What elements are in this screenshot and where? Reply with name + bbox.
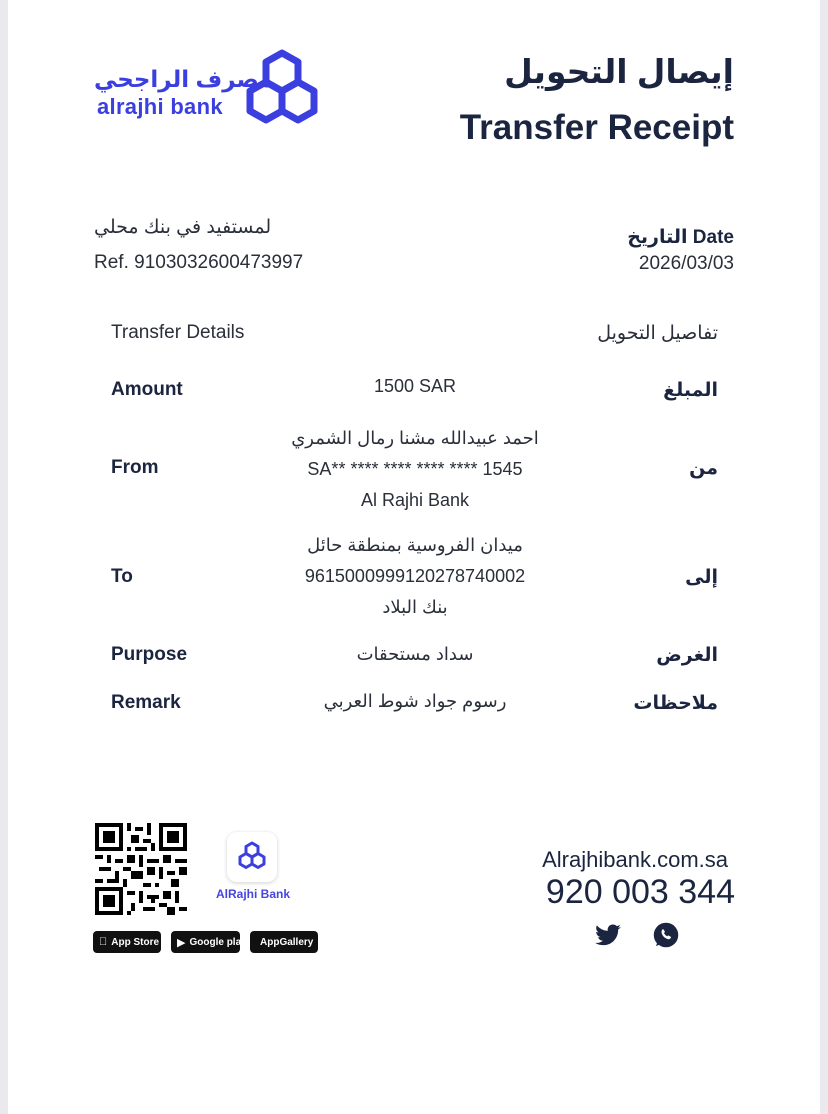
app-gallery-badge[interactable] <box>250 931 318 953</box>
bank-name-english: alrajhi bank <box>97 94 223 119</box>
remark-value <box>260 686 570 717</box>
page-left-edge <box>0 0 8 1114</box>
app-icon[interactable] <box>227 832 277 882</box>
qr-code[interactable] <box>95 823 187 915</box>
remark-value-text: رسوم جواد شوط العربي <box>323 691 507 711</box>
recipient-account: 9615000999120278740002 <box>304 566 526 586</box>
date-label: التاريخ Date <box>627 227 734 248</box>
amount-label-arabic: المبلغ <box>663 380 718 401</box>
purpose-value-text: سداد مستحقات <box>356 644 474 664</box>
app-store-badge[interactable] <box>93 931 161 953</box>
amount-value-text: 1500 SAR <box>373 376 457 396</box>
app-name: AlRajhi Bank <box>215 887 290 901</box>
transfer-details-heading-arabic: تفاصيل التحويل <box>597 323 718 344</box>
to-value <box>260 530 570 623</box>
receipt-title-arabic: إيصال التحويل <box>504 53 734 90</box>
app-gallery-label: AppGallery <box>260 936 314 948</box>
from-label-arabic: من <box>689 458 718 479</box>
sender-bank: Al Rajhi Bank <box>360 490 470 510</box>
alrajhi-logo-icon <box>236 48 328 132</box>
reference-number: Ref. 9103032600473997 <box>94 252 304 273</box>
recipient-name: ميدان الفروسية بمنطقة حائل <box>307 535 523 555</box>
to-label-arabic: إلى <box>685 567 718 588</box>
from-label-english: From <box>111 457 159 478</box>
page-right-edge <box>820 0 828 1114</box>
amount-value <box>260 371 570 402</box>
phone-number[interactable]: 920 003 344 <box>545 873 735 911</box>
recipient-bank: بنك البلاد <box>382 597 448 617</box>
date-value: 2026/03/03 <box>638 253 734 274</box>
remark-label-english: Remark <box>111 692 181 713</box>
google-play-badge[interactable] <box>171 931 247 953</box>
google-play-icon: ▶ <box>177 936 186 949</box>
google-play-label: Google play <box>189 936 247 948</box>
alrajhi-app-logo-icon <box>227 832 277 882</box>
bank-name-arabic: مصرف الراجحي <box>94 66 274 92</box>
purpose-value <box>260 639 570 670</box>
twitter-icon[interactable] <box>594 921 622 949</box>
amount-label-english: Amount <box>111 379 183 400</box>
website-link[interactable]: Alrajhibank.com.sa <box>542 847 728 872</box>
sender-name: احمد عبيدالله مشنا رمال الشمري <box>291 428 539 448</box>
receipt-title-english: Transfer Receipt <box>459 108 734 147</box>
whatsapp-icon[interactable] <box>652 921 680 949</box>
from-value <box>260 423 570 516</box>
apple-icon <box>99 936 107 948</box>
remark-label-arabic: ملاحظات <box>633 693 718 714</box>
purpose-label-english: Purpose <box>111 644 188 665</box>
app-store-label: App Store <box>103 936 151 948</box>
purpose-label-arabic: الغرض <box>656 645 718 666</box>
sender-account: SA** **** **** **** **** 1545 <box>307 459 523 479</box>
beneficiary-type: لمستفيد في بنك محلي <box>94 217 272 238</box>
transfer-details-heading-english: Transfer Details <box>111 322 245 343</box>
to-label-english: To <box>111 566 133 587</box>
